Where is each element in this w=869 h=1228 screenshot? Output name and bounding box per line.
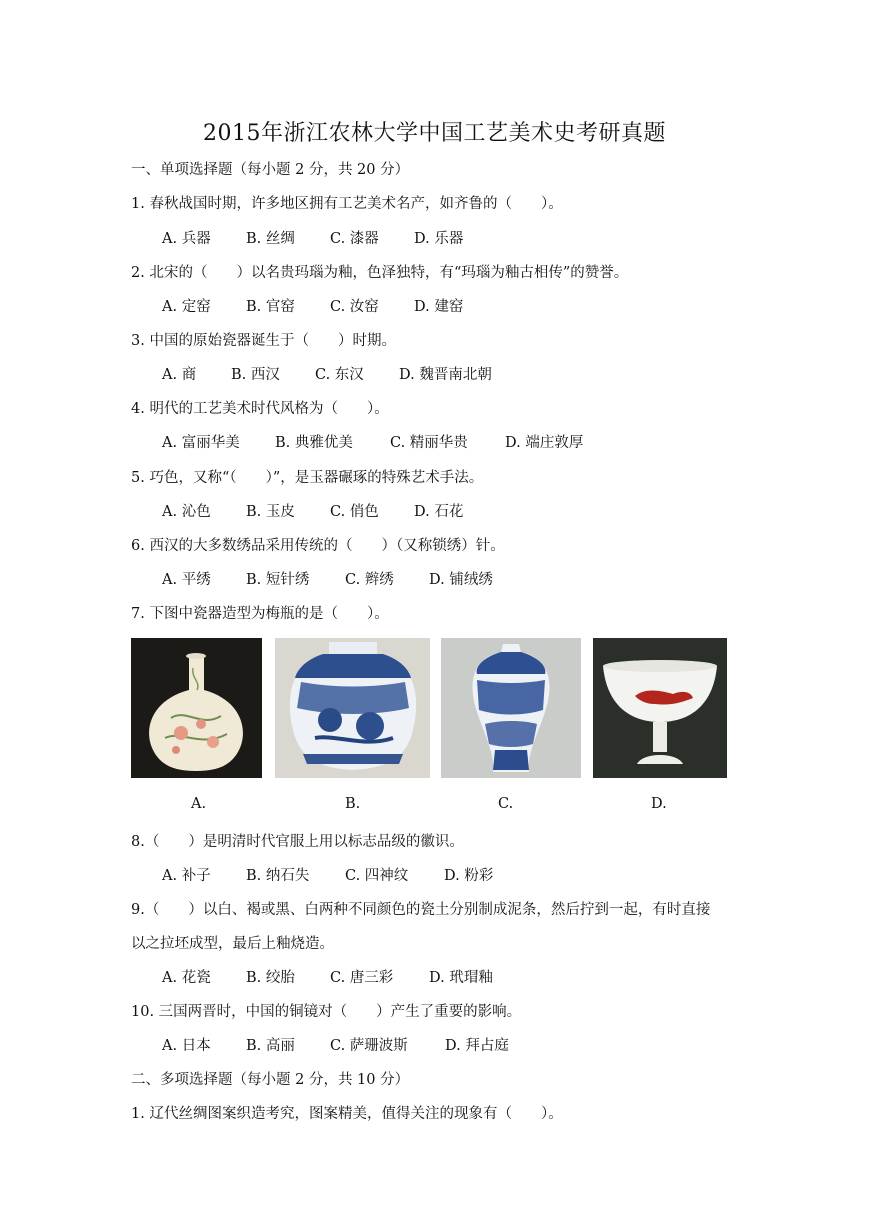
option-b: B. 纳石失	[246, 868, 310, 884]
question-7: 7. 下图中瓷器造型为梅瓶的是（ ）。	[131, 606, 389, 622]
option-d: D. 石花	[414, 504, 464, 520]
option-a: A. 定窑	[162, 299, 211, 315]
stemcup-image-d	[593, 638, 727, 778]
image-caption-b: B.	[345, 796, 361, 812]
jar-image-b	[275, 638, 430, 778]
options-q3	[162, 363, 492, 384]
question-10: 10. 三国两晋时，中国的铜镜对（ ）产生了重要的影响。	[131, 1004, 522, 1020]
question-3: 3. 中国的原始瓷器诞生于（ ）时期。	[131, 333, 396, 349]
question-2: 2. 北宋的（ ）以名贵玛瑙为釉，色泽独特，有“玛瑙为釉古相传”的赞誉。	[131, 265, 629, 281]
option-d: D. 粉彩	[444, 868, 494, 884]
option-d: D. 端庄敦厚	[505, 435, 584, 451]
option-c: C. 四神纹	[345, 868, 409, 884]
option-c: C. 漆器	[330, 231, 379, 247]
image-caption-c: C.	[498, 796, 514, 812]
section-heading-multiple: 二、多项选择题（每小题 2 分，共 10 分）	[131, 1072, 410, 1088]
option-c: C. 辫绣	[345, 572, 394, 588]
option-d: D. 玳瑁釉	[429, 970, 493, 986]
option-a: A. 补子	[162, 868, 211, 884]
option-b: B. 短针绣	[246, 572, 310, 588]
image-caption-d: D.	[651, 796, 667, 812]
options-q8	[162, 864, 493, 885]
option-b: B. 玉皮	[246, 504, 295, 520]
option-a: A. 平绣	[162, 572, 211, 588]
options-q4	[162, 431, 583, 452]
option-c: C. 萨珊波斯	[330, 1038, 408, 1054]
section-heading-single: 一、单项选择题（每小题 2 分，共 20 分）	[131, 162, 410, 178]
question-8: 8.（ ）是明清时代官服上用以标志品级的徽识。	[131, 834, 464, 850]
option-b: B. 西汉	[231, 367, 280, 383]
mc-question-1: 1. 辽代丝绸图案织造考究，图案精美，值得关注的现象有（ ）。	[131, 1106, 563, 1122]
question-1: 1. 春秋战国时期，许多地区拥有工艺美术名产，如齐鲁的（ ）。	[131, 196, 563, 212]
question-4: 4. 明代的工艺美术时代风格为（ ）。	[131, 401, 389, 417]
option-d: D. 魏晋南北朝	[399, 367, 492, 383]
options-q10	[162, 1034, 509, 1055]
question-9-cont: 以之拉坯成型，最后上釉烧造。	[131, 936, 334, 952]
page-title: 2015年浙江农林大学中国工艺美术史考研真题	[203, 121, 666, 146]
options-q1	[162, 227, 463, 248]
option-d: D. 建窑	[414, 299, 464, 315]
vase-image-c	[441, 638, 581, 778]
option-d: D. 乐器	[414, 231, 464, 247]
option-c: C. 东汉	[315, 367, 364, 383]
options-q2	[162, 295, 463, 316]
option-b: B. 官窑	[246, 299, 295, 315]
option-a: A. 日本	[162, 1038, 211, 1054]
options-q6	[162, 568, 493, 589]
option-c: C. 唐三彩	[330, 970, 394, 986]
option-c: C. 精丽华贵	[390, 435, 468, 451]
vase-image-a	[131, 638, 262, 778]
image-caption-a: A.	[191, 796, 207, 812]
option-a: A. 富丽华美	[162, 435, 240, 451]
option-c: C. 俏色	[330, 504, 379, 520]
option-a: A. 沁色	[162, 504, 211, 520]
option-b: B. 丝绸	[246, 231, 295, 247]
options-q9	[162, 966, 493, 987]
question-5: 5. 巧色，又称“（ ）”，是玉器碾琢的特殊艺术手法。	[131, 470, 484, 486]
option-b: B. 典雅优美	[275, 435, 353, 451]
option-c: C. 汝窑	[330, 299, 379, 315]
option-b: B. 绞胎	[246, 970, 295, 986]
option-b: B. 高丽	[246, 1038, 295, 1054]
option-a: A. 花瓷	[162, 970, 211, 986]
option-a: A. 商	[162, 367, 197, 383]
question-6: 6. 西汉的大多数绣品采用传统的（ ）（又称锁绣）针。	[131, 538, 505, 554]
option-a: A. 兵器	[162, 231, 211, 247]
option-d: D. 铺绒绣	[429, 572, 493, 588]
options-q5	[162, 500, 463, 521]
question-9: 9.（ ）以白、褐或黑、白两种不同颜色的瓷土分别制成泥条，然后拧到一起，有时直接	[131, 902, 711, 918]
option-d: D. 拜占庭	[445, 1038, 509, 1054]
